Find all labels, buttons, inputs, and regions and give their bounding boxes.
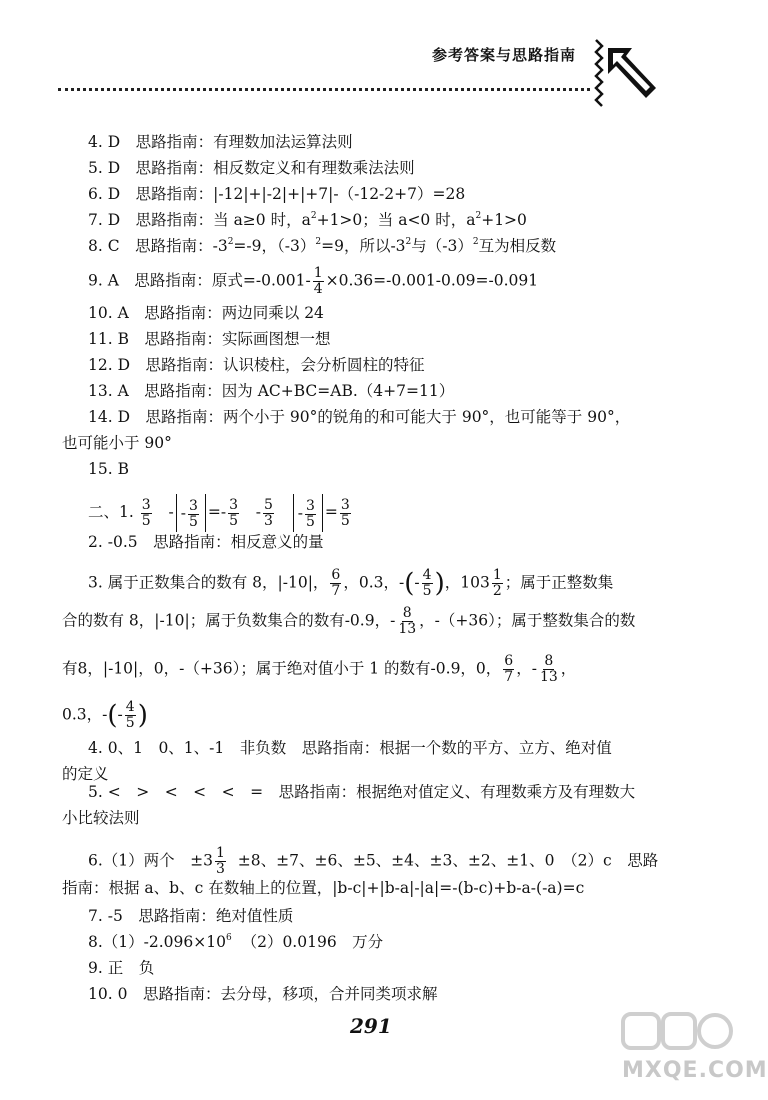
header-dotted-rule [58,88,590,91]
answer-12: 12. D 思路指南：认识棱柱，会分析圆柱的特征 [88,356,425,374]
fill-blank-7: 7. -5 思路指南：绝对值性质 [88,907,294,925]
answer-11: 11. B 思路指南：实际画图想一想 [88,330,331,348]
fill-blank-5: 5. < > < < < = 思路指南：根据绝对值定义、有理数乘方及有理数大 [88,783,636,801]
answer-6: 6. D 思路指南：|-12|+|-2|+|+7|-（-12-2+7）=28 [88,185,466,203]
fill-blank-4: 4. 0、1 0、1、-1 非负数 思路指南：根据一个数的平方、立方、绝对值 [88,739,612,757]
fill-blank-2: 2. -0.5 思路指南：相反意义的量 [88,533,324,551]
answer-13: 13. A 思路指南：因为 AC+BC=AB.（4+7=11） [88,382,455,400]
fill-blank-9: 9. 正 负 [88,959,155,977]
page-number: 291 [350,1014,392,1038]
fill-blank-1: 二、1. $\frac{3}{5}$ - - $\frac{3}{5}$ =- $\frac{3}{5}$ - $\frac{5}{3}$ - $\frac{3}{5}$ = $\frac{3}{5}$ [88,494,353,532]
answer-8: 8. C 思路指南：$-3^2=-9$，$(-3)^2=9$，所以$-3^2$与$(-3)^2$互为相反数 [88,237,557,255]
fill-blank-8: $8.(1)-2.096\times 10^6$ （2）0.0196 万分 [88,933,384,951]
fill-blank-3-line4: 0.3，-(- $\frac{4}{5}$ ) [62,699,148,731]
answer-9: 9. A 思路指南：原式=-0.001- $\frac{1}{4}$ ×0.36=-0.001-0.09=-0.091 [88,265,539,297]
fill-blank-3-line3: 有8，|-10|，0，-（+36）；属于绝对值小于 1 的数有-0.9，0， $\frac{6}{7}$ ，- $\frac{8}{13}$ ， [62,653,577,685]
answer-15: 15. B [88,460,129,478]
running-header-title: 参考答案与思路指南 [432,46,577,64]
answer-5: 5. D 思路指南：相反数定义和有理数乘法法则 [88,159,415,177]
watermark-text: MXQE.COM [622,1058,768,1083]
fill-blank-10: 10. 0 思路指南：去分母，移项，合并同类项求解 [88,985,438,1003]
fill-blank-3: 3. 属于正数集合的数有 8，|-10|， $\frac{6}{7}$ ，0.3，-(- $\frac{4}{5}$ )，103 $\frac{1}{2}$ ；属于正整数集 [88,567,614,599]
answer-7: 7. D 思路指南：当 a≥0 时，$a^2+1>0$；当 a<0 时，$a^2+1>0$ [88,211,527,229]
answer-10: 10. A 思路指南：两边同乘以 24 [88,304,324,322]
answer-14: 14. D 思路指南：两个小于 90°的锐角的和可能大于 90°，也可能等于 90°， [88,408,631,426]
fill-blank-6-continued: 指南：根据 a、b、c 在数轴上的位置，|b-c|+|b-a|-|a|=-(b-c)+b-a-(-a)=c [62,879,585,897]
arrow-icon [590,36,660,114]
fraction-one-quarter: $\frac{1}{4}$ [313,265,323,297]
answer-14-continued: 也可能小于 90° [62,434,172,452]
fill-blank-4-continued: 的定义 [62,765,109,783]
fill-blank-6: 6.（1）两个 ±3 $\frac{1}{3}$ ±8、±7、±6、±5、±4、±3、±2、±1、0 （2）c 思路 [88,845,659,877]
fill-blank-5-continued: 小比较法则 [62,809,140,827]
answer-4: 4. D 思路指南：有理数加法运算法则 [88,133,353,151]
fill-blank-3-line2: 合的数有 8，|-10|；属于负数集合的数有-0.9，- $\frac{8}{13}$ ，-（+36）；属于整数集合的数 [62,605,636,637]
